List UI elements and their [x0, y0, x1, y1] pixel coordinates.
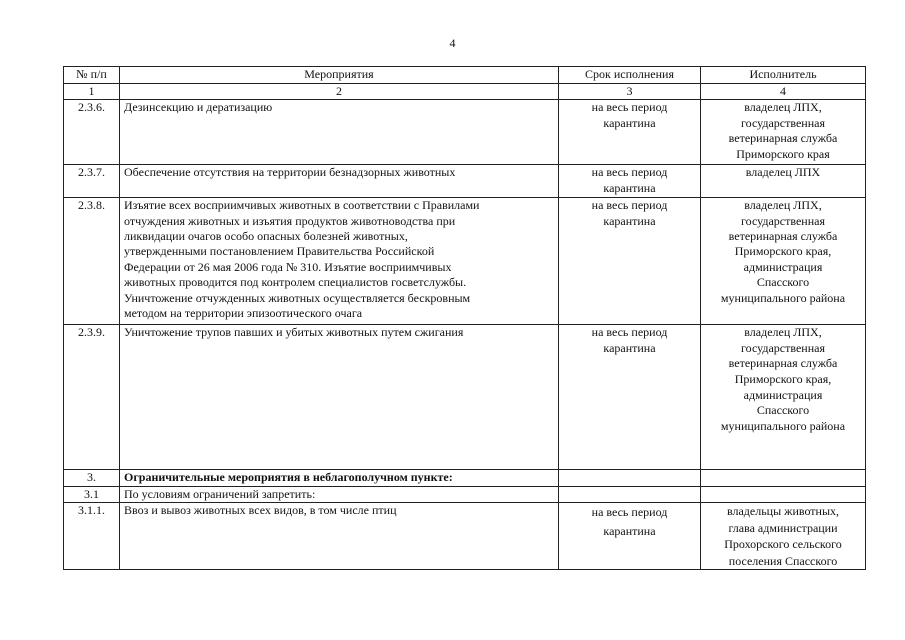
column-index: 3 [559, 83, 701, 100]
row-number: 3.1.1. [64, 503, 120, 570]
row-term: на весь период карантина [559, 503, 701, 570]
table-row [64, 100, 866, 165]
table-row [64, 503, 866, 570]
row-executor: владелец ЛПХ [701, 165, 866, 198]
measures-table [63, 66, 866, 570]
row-number: 2.3.7. [64, 165, 120, 198]
row-term [559, 486, 701, 503]
table-header-row [64, 67, 866, 84]
row-executor: владелец ЛПХ, государственная ветеринарная служба Приморского края, администрация Спасского муниципального района [701, 198, 866, 325]
page-number: 4 [449, 36, 456, 50]
row-number: 2.3.9. [64, 325, 120, 470]
row-term: на весь период карантина [559, 198, 701, 325]
row-number: 3.1 [64, 486, 120, 503]
row-number: 3. [64, 470, 120, 487]
row-number: 2.3.8. [64, 198, 120, 325]
row-executor [701, 470, 866, 487]
column-index: 4 [701, 83, 866, 100]
row-term: на весь период карантина [559, 100, 701, 165]
row-term: на весь период карантина [559, 165, 701, 198]
header-measure: Мероприятия [120, 67, 559, 84]
section-title: Ограничительные мероприятия в неблагополучном пункте: [120, 470, 559, 487]
row-term [559, 470, 701, 487]
row-executor: владелец ЛПХ, государственная ветеринарная служба Приморского края [701, 100, 866, 165]
column-index: 2 [120, 83, 559, 100]
row-measure: Ввоз и вывоз животных всех видов, в том числе птиц [120, 503, 559, 570]
row-executor: владельцы животных, глава администрации Прохорского сельского поселения Спасского [701, 503, 866, 570]
row-executor: владелец ЛПХ, государственная ветеринарная служба Приморского края, администрация Спасского муниципального района [701, 325, 866, 470]
table-row [64, 325, 866, 470]
row-measure: Обеспечение отсутствия на территории безнадзорных животных [120, 165, 559, 198]
header-executor: Исполнитель [701, 67, 866, 84]
row-measure: Уничтожение трупов павших и убитых животных путем сжигания [120, 325, 559, 470]
row-term: на весь период карантина [559, 325, 701, 470]
header-num: № п/п [64, 67, 120, 84]
table-row-section [64, 470, 866, 487]
table-row [64, 486, 866, 503]
column-index-row [64, 83, 866, 100]
row-measure: По условиям ограничений запретить: [120, 486, 559, 503]
header-term: Срок исполнения [559, 67, 701, 84]
table-row [64, 198, 866, 325]
column-index: 1 [64, 83, 120, 100]
row-executor [701, 486, 866, 503]
table-row [64, 165, 866, 198]
row-measure: Дезинсекцию и дератизацию [120, 100, 559, 165]
row-number: 2.3.6. [64, 100, 120, 165]
row-measure: Изъятие всех восприимчивых животных в соответствии с Правилами отчуждения животных и изъятия продуктов животноводства при ликвидации очагов особо опасных болезней животных, утвержденными постановлением Правительства Российской Федерации от 26 мая 2006 года № 310. Изъятие восприимчивых животных проводится под контролем специалистов госветслужбы. Уничтожение отчужденных животных осуществляется бескровным методом на территории эпизоотического очага [120, 198, 559, 325]
